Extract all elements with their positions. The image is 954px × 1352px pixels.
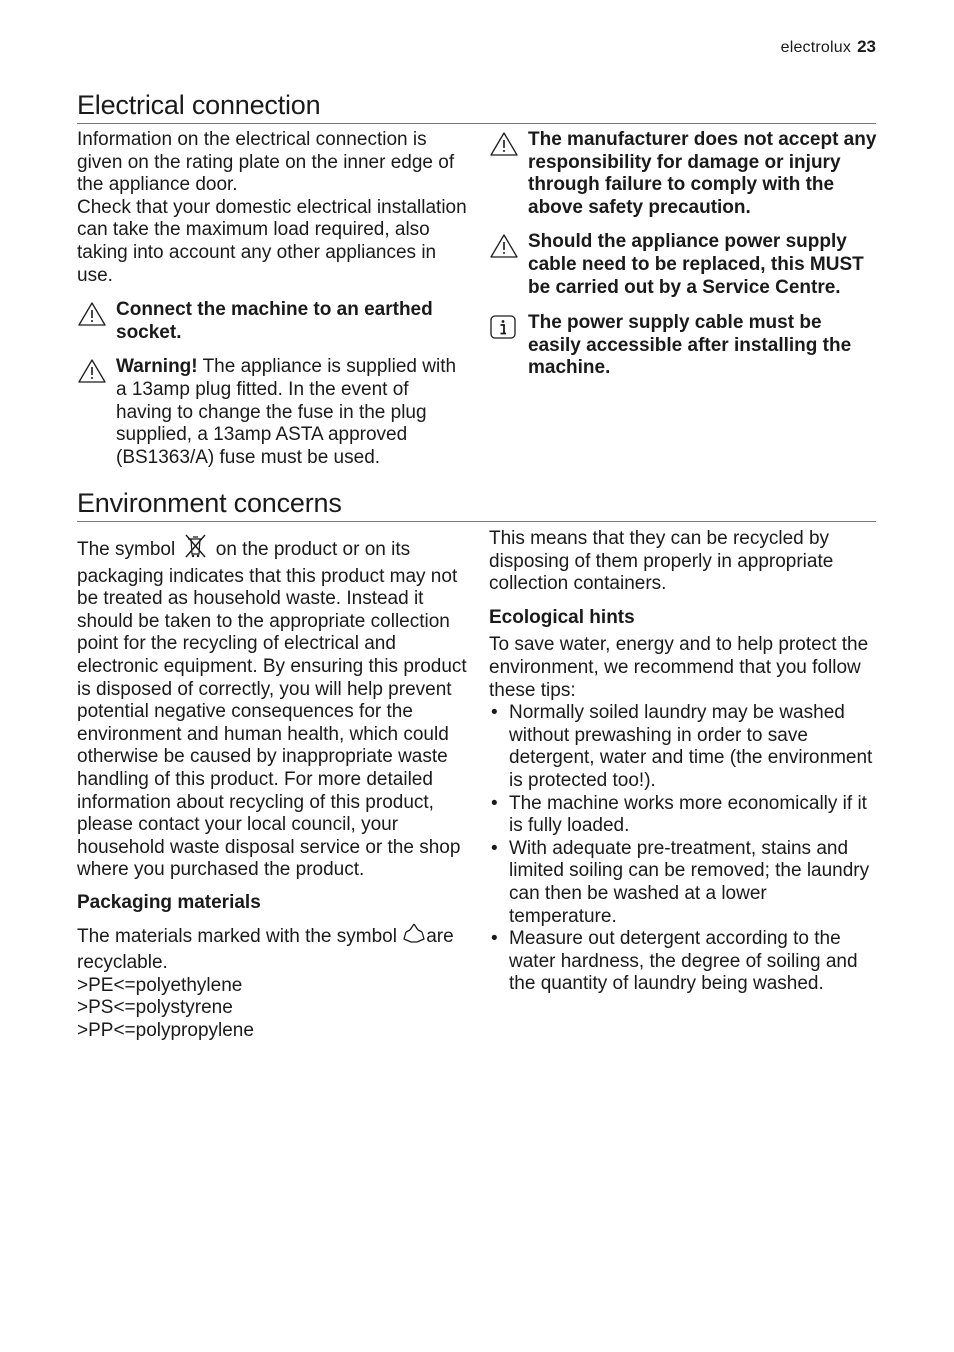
electrical-left-column — [77, 129, 467, 469]
material-pe: >PE<=polyethylene — [77, 974, 243, 996]
weee-text-end: on the product or on its packaging indicates that this product may not be treated as household waste. Instead it should be taken to the appropriate collection point for the recycling of electrical and electronic equipment. By ensuring this product is disposed of correctly, you will help prevent potential negative consequences for the environment and human health, which could otherwise be caused by inappropriate waste handling of this product. For more detailed information about recycling of this product, please contact your local council, your household waste disposal service or the shop where you purchased the product. — [77, 539, 467, 881]
warning-triangle-icon — [489, 233, 519, 259]
list-item — [489, 838, 879, 928]
warning-triangle-icon — [77, 301, 107, 327]
ecological-hints-heading: Ecological hints — [489, 606, 635, 628]
tip-text: The machine works more economically if it is fully loaded. — [509, 792, 867, 837]
packaging-text-start: The materials marked with the symbol — [77, 925, 397, 947]
tip-text: With adequate pre-treatment, stains and limited soiling can be removed; the laundry can then be washed at a lower temperature. — [509, 837, 870, 927]
electrical-connection-title: Electrical connection — [77, 89, 876, 124]
info-text: The power supply cable must be easily accessible after installing the machine. — [528, 312, 852, 379]
material-pp: >PP<=polypropylene — [77, 1019, 254, 1041]
packaging-paragraph — [77, 922, 467, 975]
warning-text — [116, 356, 467, 469]
electrical-para-1: Information on the electrical connection is given on the rating plate on the inner edge of the appliance door. — [77, 129, 455, 196]
list-item — [489, 928, 879, 996]
info-icon — [489, 314, 519, 340]
warning-text: Connect the machine to an earthed socket. — [116, 299, 433, 343]
bullet-icon: • — [491, 792, 498, 814]
environment-right-column — [489, 528, 879, 996]
packaging-text-end: are recyclable. — [77, 925, 454, 974]
material-ps: >PS<=polystyrene — [77, 997, 233, 1019]
warning-label: Warning! — [116, 356, 198, 378]
weee-text-start: The symbol — [77, 539, 176, 560]
power-cable-accessibility-info — [489, 312, 879, 380]
ecological-intro: To save water, energy and to help protect the environment, we recommend that you follow these tips: — [489, 634, 869, 701]
bullet-icon: • — [491, 928, 498, 950]
earthed-socket-warning — [77, 299, 467, 344]
bullet-icon: • — [491, 837, 498, 859]
environment-concerns-title: Environment concerns — [77, 487, 876, 522]
crossed-bin-icon — [180, 533, 210, 566]
warning-text: Should the appliance power supply cable need to be replaced, this MUST be carried out by a Service Centre. — [528, 231, 864, 298]
warning-triangle-icon — [77, 358, 107, 384]
environment-left-column — [77, 533, 467, 1042]
list-item — [489, 793, 879, 838]
page-number: 23 — [857, 37, 876, 56]
bullet-icon: • — [491, 702, 498, 724]
warning-triangle-icon — [489, 131, 519, 157]
brand-name: electrolux — [780, 39, 852, 56]
page-header — [781, 37, 876, 57]
plug-fuse-warning — [77, 356, 467, 469]
tip-text: Measure out detergent according to the water hardness, the degree of soiling and the quantity of laundry being washed. — [509, 928, 858, 995]
manufacturer-liability-warning — [489, 129, 879, 219]
warning-body: The appliance is supplied with a 13amp plug fitted. In the event of having to change the fuse in the plug supplied, a 13amp ASTA approved (BS1363/A) fuse must be used. — [116, 356, 457, 468]
list-item — [489, 702, 879, 792]
electrical-right-column — [489, 129, 879, 380]
tip-text: Normally soiled laundry may be washed without prewashing in order to save detergent, water and time (the environment is protected too!). — [509, 702, 873, 791]
recycle-paragraph: This means that they can be recycled by disposing of them properly in appropriate collection containers. — [489, 528, 834, 595]
packaging-materials-heading: Packaging materials — [77, 891, 261, 913]
recycle-icon — [402, 922, 426, 953]
ecological-tips-list — [489, 702, 879, 996]
warning-text: The manufacturer does not accept any responsibility for damage or injury through failure to comply with the above safety precaution. — [528, 129, 877, 218]
power-cable-replacement-warning — [489, 231, 879, 299]
weee-paragraph — [77, 533, 467, 882]
electrical-para-2: Check that your domestic electrical installation can take the maximum load required, also taking into account any other appliances in use. — [77, 196, 467, 286]
